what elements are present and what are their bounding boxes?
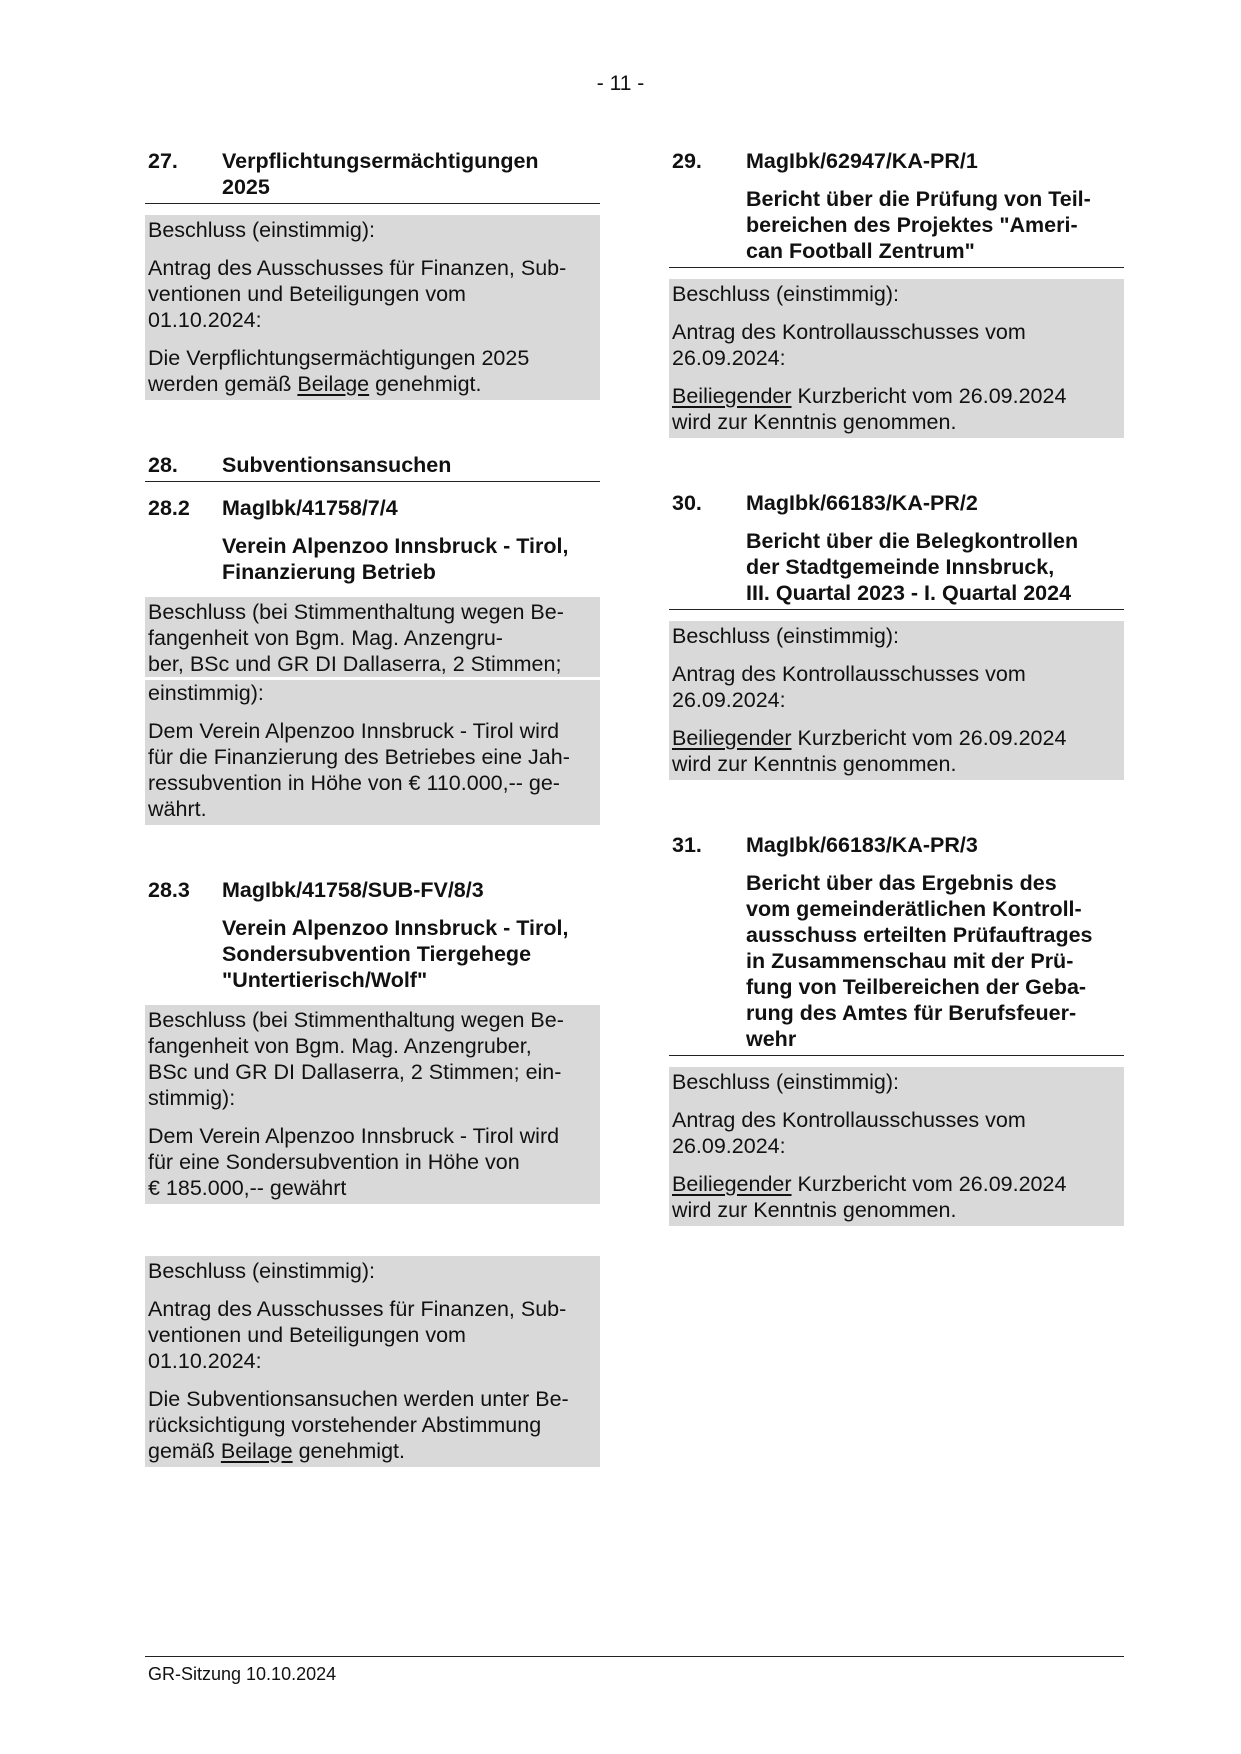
text-line: genehmigt.: [369, 372, 482, 396]
subtitle-line: can Football Zentrum": [746, 239, 975, 263]
text-line: wird zur Kenntnis genommen.: [672, 752, 957, 776]
text-line: für eine Sondersubvention in Höhe von: [148, 1150, 520, 1174]
item-number: 27.: [148, 149, 178, 173]
attachment-link[interactable]: Beilage: [220, 1439, 293, 1463]
text-line: Antrag des Kontrollausschusses vom: [672, 1108, 1026, 1132]
text-line: fangenheit von Bgm. Mag. Anzengruber,: [148, 1034, 532, 1058]
agenda-item-28-total: [145, 1256, 600, 1467]
resolution-box: [145, 1256, 600, 1467]
subtitle-line: vom gemeinderätlichen Kontroll-: [746, 897, 1082, 921]
subtitle-line: in Zusammenschau mit der Prü-: [746, 949, 1074, 973]
text-line: Antrag des Ausschusses für Finanzen, Sub-: [148, 256, 567, 280]
agenda-item-28: [145, 452, 600, 482]
agenda-item-30: [669, 490, 1124, 780]
item-title: MagIbk/62947/KA-PR/1: [746, 149, 978, 173]
text-line: einstimmig):: [148, 681, 264, 705]
item-title: MagIbk/41758/7/4: [222, 496, 398, 520]
resolution-box: [145, 1005, 600, 1204]
item-number: 30.: [672, 491, 702, 515]
heading-rule: [669, 609, 1124, 610]
subtitle-line: bereichen des Projektes "Ameri-: [746, 213, 1078, 237]
subtitle-line: ausschuss erteilten Prüfauftrages: [746, 923, 1093, 947]
text-line: BSc und GR DI Dallaserra, 2 Stimmen; ein-: [148, 1060, 562, 1084]
text-line: Dem Verein Alpenzoo Innsbruck - Tirol wird: [148, 1124, 560, 1148]
text-line: Dem Verein Alpenzoo Innsbruck - Tirol wird: [148, 719, 560, 743]
motion-text: [148, 255, 597, 333]
resolution-box: [145, 597, 600, 825]
text-line: Antrag des Kontrollausschusses vom: [672, 662, 1026, 686]
attachment-link[interactable]: Beiliegender: [672, 384, 792, 408]
item-heading: [145, 877, 600, 903]
subtitle-line: wehr: [746, 1027, 797, 1051]
item-title: [222, 148, 597, 200]
text-line: Antrag des Ausschusses für Finanzen, Sub-: [148, 1297, 567, 1321]
subtitle-line: Bericht über die Belegkontrollen: [746, 529, 1079, 553]
footer-rule: [145, 1656, 1124, 1657]
text-line: ressubvention in Höhe von € 110.000,-- ge-: [148, 771, 560, 795]
title-line: Verpflichtungsermächtigungen: [222, 149, 539, 173]
resolution-text: [672, 1171, 1121, 1223]
attachment-link[interactable]: Beiliegender: [672, 1172, 792, 1196]
text-line: für die Finanzierung des Betriebes eine Jah-: [148, 745, 570, 769]
text-line: ventionen und Beteiligungen vom: [148, 282, 466, 306]
resolution-label-cont: [148, 680, 597, 706]
subtitle-line: Verein Alpenzoo Innsbruck - Tirol,: [222, 534, 569, 558]
resolution-text: [672, 725, 1121, 777]
resolution-box: [669, 621, 1124, 780]
item-subtitle: [669, 186, 1124, 264]
item-subtitle: [145, 915, 600, 993]
item-heading: [669, 832, 1124, 858]
motion-text: [148, 1296, 597, 1374]
text-line: währt.: [148, 797, 207, 821]
attachment-link[interactable]: Beilage: [297, 372, 370, 396]
item-heading: [669, 148, 1124, 174]
motion-text: [672, 661, 1121, 713]
text-line: 26.09.2024:: [672, 346, 786, 370]
text-line: € 185.000,-- gewährt: [148, 1176, 347, 1200]
motion-text: [672, 319, 1121, 371]
text-line: Beschluss (bei Stimmenthaltung wegen Be-: [148, 600, 564, 624]
heading-rule: [669, 267, 1124, 268]
item-number: 28.3: [148, 878, 190, 902]
agenda-item-31: [669, 832, 1124, 1226]
subtitle-line: Finanzierung Betrieb: [222, 560, 436, 584]
text-line: Antrag des Kontrollausschusses vom: [672, 320, 1026, 344]
resolution-text: [148, 345, 597, 397]
text-line: stimmig):: [148, 1086, 236, 1110]
resolution-text: [148, 1123, 597, 1201]
item-subtitle: [145, 533, 600, 585]
right-column: [669, 148, 1124, 1270]
text-line: Beschluss (bei Stimmenthaltung wegen Be-: [148, 1008, 564, 1032]
resolution-text: [672, 383, 1121, 435]
item-title: Subventionsansuchen: [222, 453, 452, 477]
text-line: 26.09.2024:: [672, 1134, 786, 1158]
item-number: 28.: [148, 453, 178, 477]
motion-text: [672, 1107, 1121, 1159]
subtitle-line: der Stadtgemeinde Innsbruck,: [746, 555, 1055, 579]
resolution-text: [148, 718, 597, 822]
subtitle-line: Sondersubvention Tiergehege: [222, 942, 532, 966]
text-line: genehmigt.: [292, 1439, 405, 1463]
text-line: Die Subventionsansuchen werden unter Be-: [148, 1387, 569, 1411]
item-number: 29.: [672, 149, 702, 173]
resolution-label: Beschluss (einstimmig):: [148, 218, 375, 242]
item-title: MagIbk/41758/SUB-FV/8/3: [222, 878, 484, 902]
resolution-text: [148, 1386, 597, 1464]
text-line: rücksichtigung vorstehender Abstimmung: [148, 1413, 542, 1437]
item-number: 28.2: [148, 496, 190, 520]
item-heading: [145, 495, 600, 521]
heading-rule: [145, 203, 600, 204]
text-line: wird zur Kenntnis genommen.: [672, 1198, 957, 1222]
resolution-box: [669, 279, 1124, 438]
subtitle-line: fung von Teilbereichen der Geba-: [746, 975, 1087, 999]
left-column: [145, 148, 600, 1511]
resolution-label: [148, 1007, 597, 1111]
agenda-item-28-2: [145, 495, 600, 825]
item-heading: [145, 148, 600, 200]
subtitle-line: III. Quartal 2023 - I. Quartal 2024: [746, 581, 1072, 605]
text-line: ventionen und Beteiligungen vom: [148, 1323, 466, 1347]
text-line: 01.10.2024:: [148, 1349, 262, 1373]
agenda-item-28-3: [145, 877, 600, 1204]
item-subtitle: [669, 870, 1124, 1052]
heading-rule: [669, 1055, 1124, 1056]
item-subtitle: [669, 528, 1124, 606]
page-number: - 11 -: [596, 72, 645, 95]
attachment-link[interactable]: Beiliegender: [672, 726, 792, 750]
resolution-label: Beschluss (einstimmig):: [672, 624, 899, 648]
item-title: MagIbk/66183/KA-PR/2: [746, 491, 978, 515]
item-heading: [669, 490, 1124, 516]
text-line: ber, BSc und GR DI Dallaserra, 2 Stimmen;: [148, 652, 562, 676]
resolution-box: [669, 1067, 1124, 1226]
item-title: MagIbk/66183/KA-PR/3: [746, 833, 978, 857]
footer-text: GR-Sitzung 10.10.2024: [148, 1664, 337, 1684]
text-line: fangenheit von Bgm. Mag. Anzengru-: [148, 626, 503, 650]
agenda-item-29: [669, 148, 1124, 438]
resolution-label: Beschluss (einstimmig):: [148, 1259, 375, 1283]
text-line: 01.10.2024:: [148, 308, 262, 332]
heading-rule: [145, 481, 600, 482]
text-line: werden gemäß: [148, 372, 298, 396]
text-line: Kurzbericht vom 26.09.2024: [791, 1172, 1067, 1196]
item-number: 31.: [672, 833, 702, 857]
subtitle-line: "Untertierisch/Wolf": [222, 968, 428, 992]
text-line: wird zur Kenntnis genommen.: [672, 410, 957, 434]
title-line: 2025: [222, 175, 270, 199]
subtitle-line: Bericht über das Ergebnis des: [746, 871, 1057, 895]
text-line: Kurzbericht vom 26.09.2024: [791, 384, 1067, 408]
text-line: 26.09.2024:: [672, 688, 786, 712]
subtitle-line: rung des Amtes für Berufsfeuer-: [746, 1001, 1077, 1025]
item-heading: [145, 452, 600, 478]
agenda-item-27: [145, 148, 600, 400]
resolution-box: [145, 215, 600, 400]
text-line: Die Verpflichtungsermächtigungen 2025: [148, 346, 530, 370]
resolution-label: Beschluss (einstimmig):: [672, 1070, 899, 1094]
text-line: gemäß: [148, 1439, 221, 1463]
text-line: Kurzbericht vom 26.09.2024: [791, 726, 1067, 750]
subtitle-line: Verein Alpenzoo Innsbruck - Tirol,: [222, 916, 569, 940]
resolution-label: Beschluss (einstimmig):: [672, 282, 899, 306]
resolution-label: [148, 599, 597, 677]
subtitle-line: Bericht über die Prüfung von Teil-: [746, 187, 1091, 211]
